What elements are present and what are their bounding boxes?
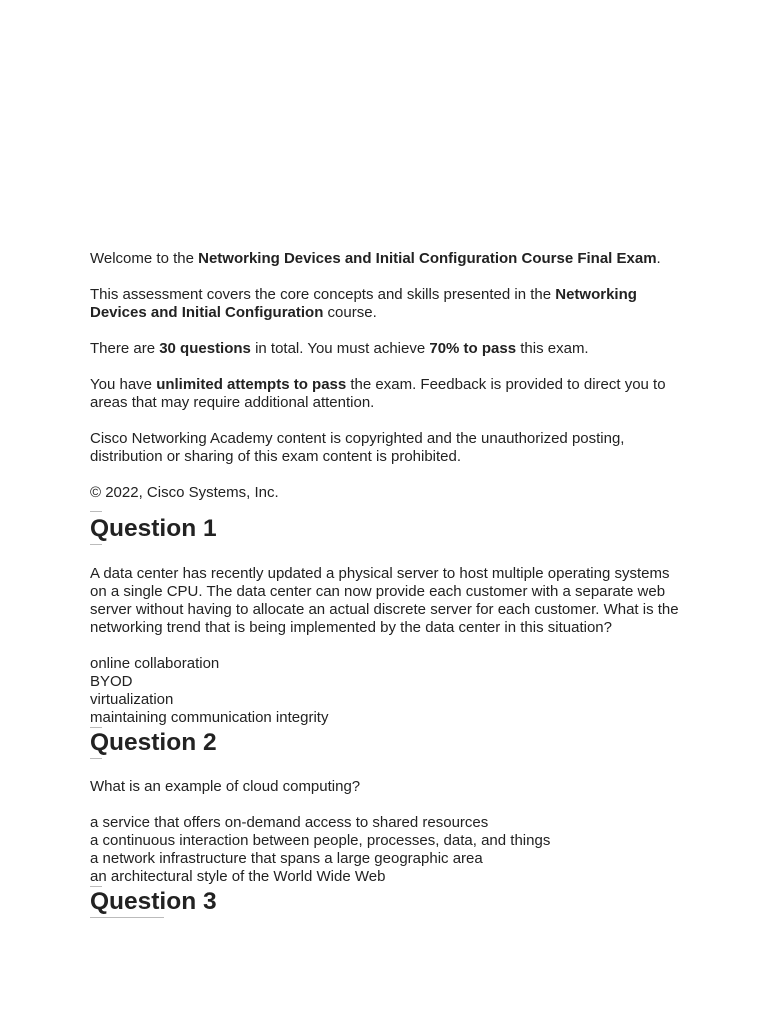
answer-option[interactable]: BYOD	[90, 673, 133, 690]
answer-option[interactable]: online collaboration	[90, 655, 220, 672]
exam-document	[90, 250, 690, 918]
question-1	[90, 511, 690, 727]
answer-option[interactable]: virtualization	[90, 691, 174, 708]
question-title: Question 2	[90, 729, 217, 756]
copyright-line: © 2022, Cisco Systems, Inc.	[90, 484, 279, 501]
exam-name: Networking Devices and Initial Configuration Course Final Exam	[198, 250, 657, 267]
question-title: Question 1	[90, 515, 217, 542]
welcome-paragraph: Welcome to the Networking Devices and Initial Configuration Course Final Exam.	[90, 250, 661, 267]
answer-option[interactable]: maintaining communication integrity	[90, 709, 329, 726]
question-text: A data center has recently updated a physical server to host multiple operating systems on a single CPU. The data center can now provide each customer with a separate web server without having to allocate an actual discrete server for each customer. What is the networking trend that is being implemented by the data center in this situation?	[90, 565, 679, 636]
separator	[90, 511, 102, 512]
separator	[90, 758, 102, 759]
question-2	[90, 727, 690, 886]
answer-option[interactable]: a network infrastructure that spans a large geographic area	[90, 850, 483, 867]
attempts-paragraph: You have unlimited attempts to pass the exam. Feedback is provided to direct you to areas that may require additional attention.	[90, 376, 666, 411]
answer-option[interactable]: a service that offers on-demand access to shared resources	[90, 814, 489, 831]
answer-list	[90, 814, 690, 886]
copyright-notice: Cisco Networking Academy content is copyrighted and the unauthorized posting, distribution or sharing of this exam content is prohibited.	[90, 430, 625, 465]
question-title: Question 3	[90, 888, 217, 915]
separator	[90, 544, 102, 545]
question-text: What is an example of cloud computing?	[90, 778, 361, 795]
course-name: Networking Devices and Initial Configuration	[90, 286, 637, 321]
pass-threshold: 70% to pass	[429, 340, 517, 357]
separator	[90, 917, 164, 918]
question-count-paragraph: There are 30 questions in total. You must achieve 70% to pass this exam.	[90, 340, 589, 357]
covers-paragraph: This assessment covers the core concepts and skills presented in the Networking Devices and Initial Configuration course.	[90, 286, 637, 321]
attempts-info: unlimited attempts to pass	[156, 376, 347, 393]
question-3	[90, 886, 690, 918]
answer-option[interactable]: a continuous interaction between people, processes, data, and things	[90, 832, 551, 849]
answer-option[interactable]: an architectural style of the World Wide Web	[90, 868, 386, 885]
answer-list	[90, 655, 690, 727]
question-count: 30 questions	[159, 340, 251, 357]
